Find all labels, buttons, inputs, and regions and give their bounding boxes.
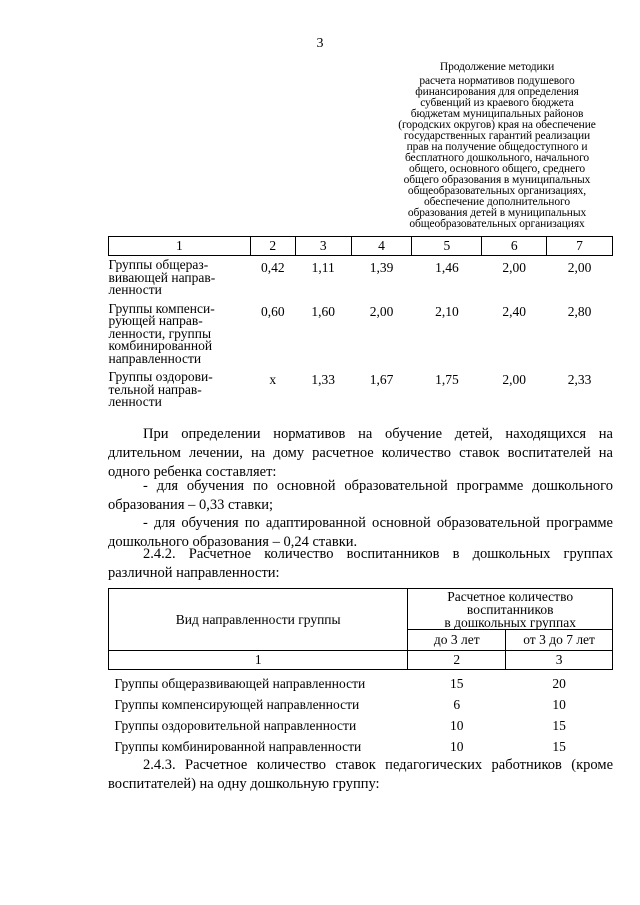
- cell-value: 2,10: [435, 303, 459, 319]
- cell-value: 0,60: [260, 303, 285, 319]
- header-note-line: общего образования в муниципальных: [403, 174, 591, 186]
- row-label: [109, 256, 251, 300]
- section-paragraph: 2.4.2. Расчетное количество воспитанников в дошкольных группах различной направленности:: [108, 546, 613, 581]
- row-label-line: Группы оздорови-: [108, 369, 213, 384]
- page-number: 3: [316, 36, 324, 51]
- column-number: 1: [109, 651, 408, 670]
- row-label-line: ленности: [108, 282, 162, 297]
- table-header-row: [109, 589, 613, 630]
- row-label-line: Группы компенси-: [108, 300, 215, 316]
- cell-value: 1,46: [435, 260, 459, 275]
- table-row: [109, 256, 613, 300]
- cell-value: 1,33: [311, 372, 335, 387]
- cell-value: 1,75: [435, 372, 459, 387]
- cell-value: 15: [552, 717, 566, 733]
- section-paragraph: 2.4.3. Расчетное количество ставок педагогических работников (кроме воспитателей) на одну дошкольную группу:: [108, 757, 613, 792]
- row-label-line: тельной направ-: [108, 381, 202, 397]
- cell-value: 2,00: [502, 260, 526, 275]
- header-note-line: общеобразовательных организациях,: [407, 185, 587, 197]
- row-label-line: комбинированной: [108, 338, 213, 353]
- row-label-line: рующей направ-: [108, 313, 203, 328]
- row-label-line: ленности, группы: [108, 325, 212, 341]
- column-number: 2: [408, 651, 506, 670]
- table-row: [109, 715, 613, 736]
- row-label-line: направленности: [108, 350, 202, 366]
- staffing-ratio-table: [108, 236, 613, 412]
- group-capacity-table: [108, 588, 613, 757]
- cell-value: 2,00: [502, 372, 526, 387]
- cell-value: 10: [450, 717, 464, 733]
- header-note-line: финансирования для определения: [415, 86, 579, 98]
- header-group-type: Вид направленности группы: [109, 589, 408, 651]
- header-capacity-line: в дошкольных группах: [444, 614, 576, 630]
- row-label: Группы общеразвивающей направленности: [114, 676, 366, 691]
- cell-value: 15: [450, 675, 464, 691]
- header-note-line: общеобразовательных организациях: [409, 218, 585, 230]
- cell-value: 6: [453, 696, 461, 712]
- cell-value: 1,11: [311, 260, 335, 275]
- column-number: 3: [295, 237, 351, 256]
- cell-value: 15: [552, 738, 566, 754]
- column-number: 7: [547, 237, 613, 256]
- column-number: 6: [482, 237, 547, 256]
- cell-value: 1,39: [369, 260, 394, 275]
- row-label: Группы оздоровительной направленности: [114, 717, 357, 733]
- header-3-to-7: от 3 до 7 лет: [506, 630, 613, 651]
- header-note-line: бюджетам муниципальных районов: [410, 108, 584, 120]
- column-number: 1: [109, 237, 251, 256]
- column-number: 2: [250, 237, 295, 256]
- header-note-line: субвенций из краевого бюджета: [420, 97, 574, 109]
- column-number: 5: [412, 237, 482, 256]
- column-number: 4: [351, 237, 412, 256]
- cell-value: 2,33: [567, 372, 592, 387]
- header-note-line: расчета нормативов подушевого: [419, 75, 575, 87]
- header-note-line: образования детей в муниципальных: [407, 207, 587, 219]
- row-label: [109, 300, 251, 369]
- cell-value: 2,40: [502, 303, 526, 319]
- cell-value: 1,60: [311, 303, 335, 319]
- cell-value: 0,42: [260, 260, 285, 275]
- cell-value: 2,00: [567, 260, 592, 275]
- header-note: [372, 62, 622, 230]
- table-row: [109, 736, 613, 757]
- header-capacity-line: воспитанников: [466, 601, 554, 617]
- table-numbering-row: [109, 651, 613, 670]
- cell-value: 10: [450, 738, 464, 754]
- row-label-line: Группы общераз-: [108, 257, 209, 272]
- cell-value: 20: [552, 675, 566, 691]
- row-label-line: ленности: [108, 394, 162, 409]
- header-note-line: (городских округов) края на обеспечение: [398, 119, 596, 131]
- paragraph: - для обучения по основной образовательной программе дошкольного образования – 0,33 ставки;: [108, 478, 613, 513]
- cell-value: х: [269, 372, 277, 387]
- paragraph: - для обучения по адаптированной основной образовательной программе дошкольного образования – 0,24 ставки.: [108, 515, 613, 550]
- table-row: [109, 300, 613, 369]
- table-row: [109, 694, 613, 715]
- header-note-title: Продолжение методики: [439, 61, 555, 73]
- header-note-line: прав на получение общедоступного и: [406, 141, 588, 153]
- header-capacity-line: Расчетное количество: [447, 588, 574, 604]
- header-note-line: государственных гарантий реализации: [403, 130, 591, 142]
- table-header-row: [109, 237, 613, 256]
- row-label: Группы компенсирующей направленности: [114, 696, 360, 712]
- cell-value: 1,67: [369, 372, 394, 387]
- header-note-line: обеспечение дополнительного: [424, 196, 570, 208]
- row-label-line: вивающей направ-: [108, 269, 216, 285]
- header-under-3: до 3 лет: [408, 630, 506, 651]
- row-label: [109, 368, 251, 412]
- row-label: Группы комбинированной направленности: [114, 738, 362, 754]
- cell-value: 2,80: [567, 303, 592, 319]
- table-row: [109, 670, 613, 695]
- cell-value: 10: [552, 696, 566, 712]
- cell-value: 2,00: [369, 303, 394, 319]
- header-note-line: бесплатного дошкольного, начального: [404, 152, 590, 164]
- paragraph: При определении нормативов на обучение детей, находящихся на длительном лечении, на дому расчетное количество ставок воспитателей на одного ребенка составляет:: [108, 426, 613, 480]
- header-capacity: [408, 589, 613, 630]
- column-number: 3: [506, 651, 613, 670]
- table-row: [109, 368, 613, 412]
- header-note-line: общего, основного общего, среднего: [408, 163, 586, 175]
